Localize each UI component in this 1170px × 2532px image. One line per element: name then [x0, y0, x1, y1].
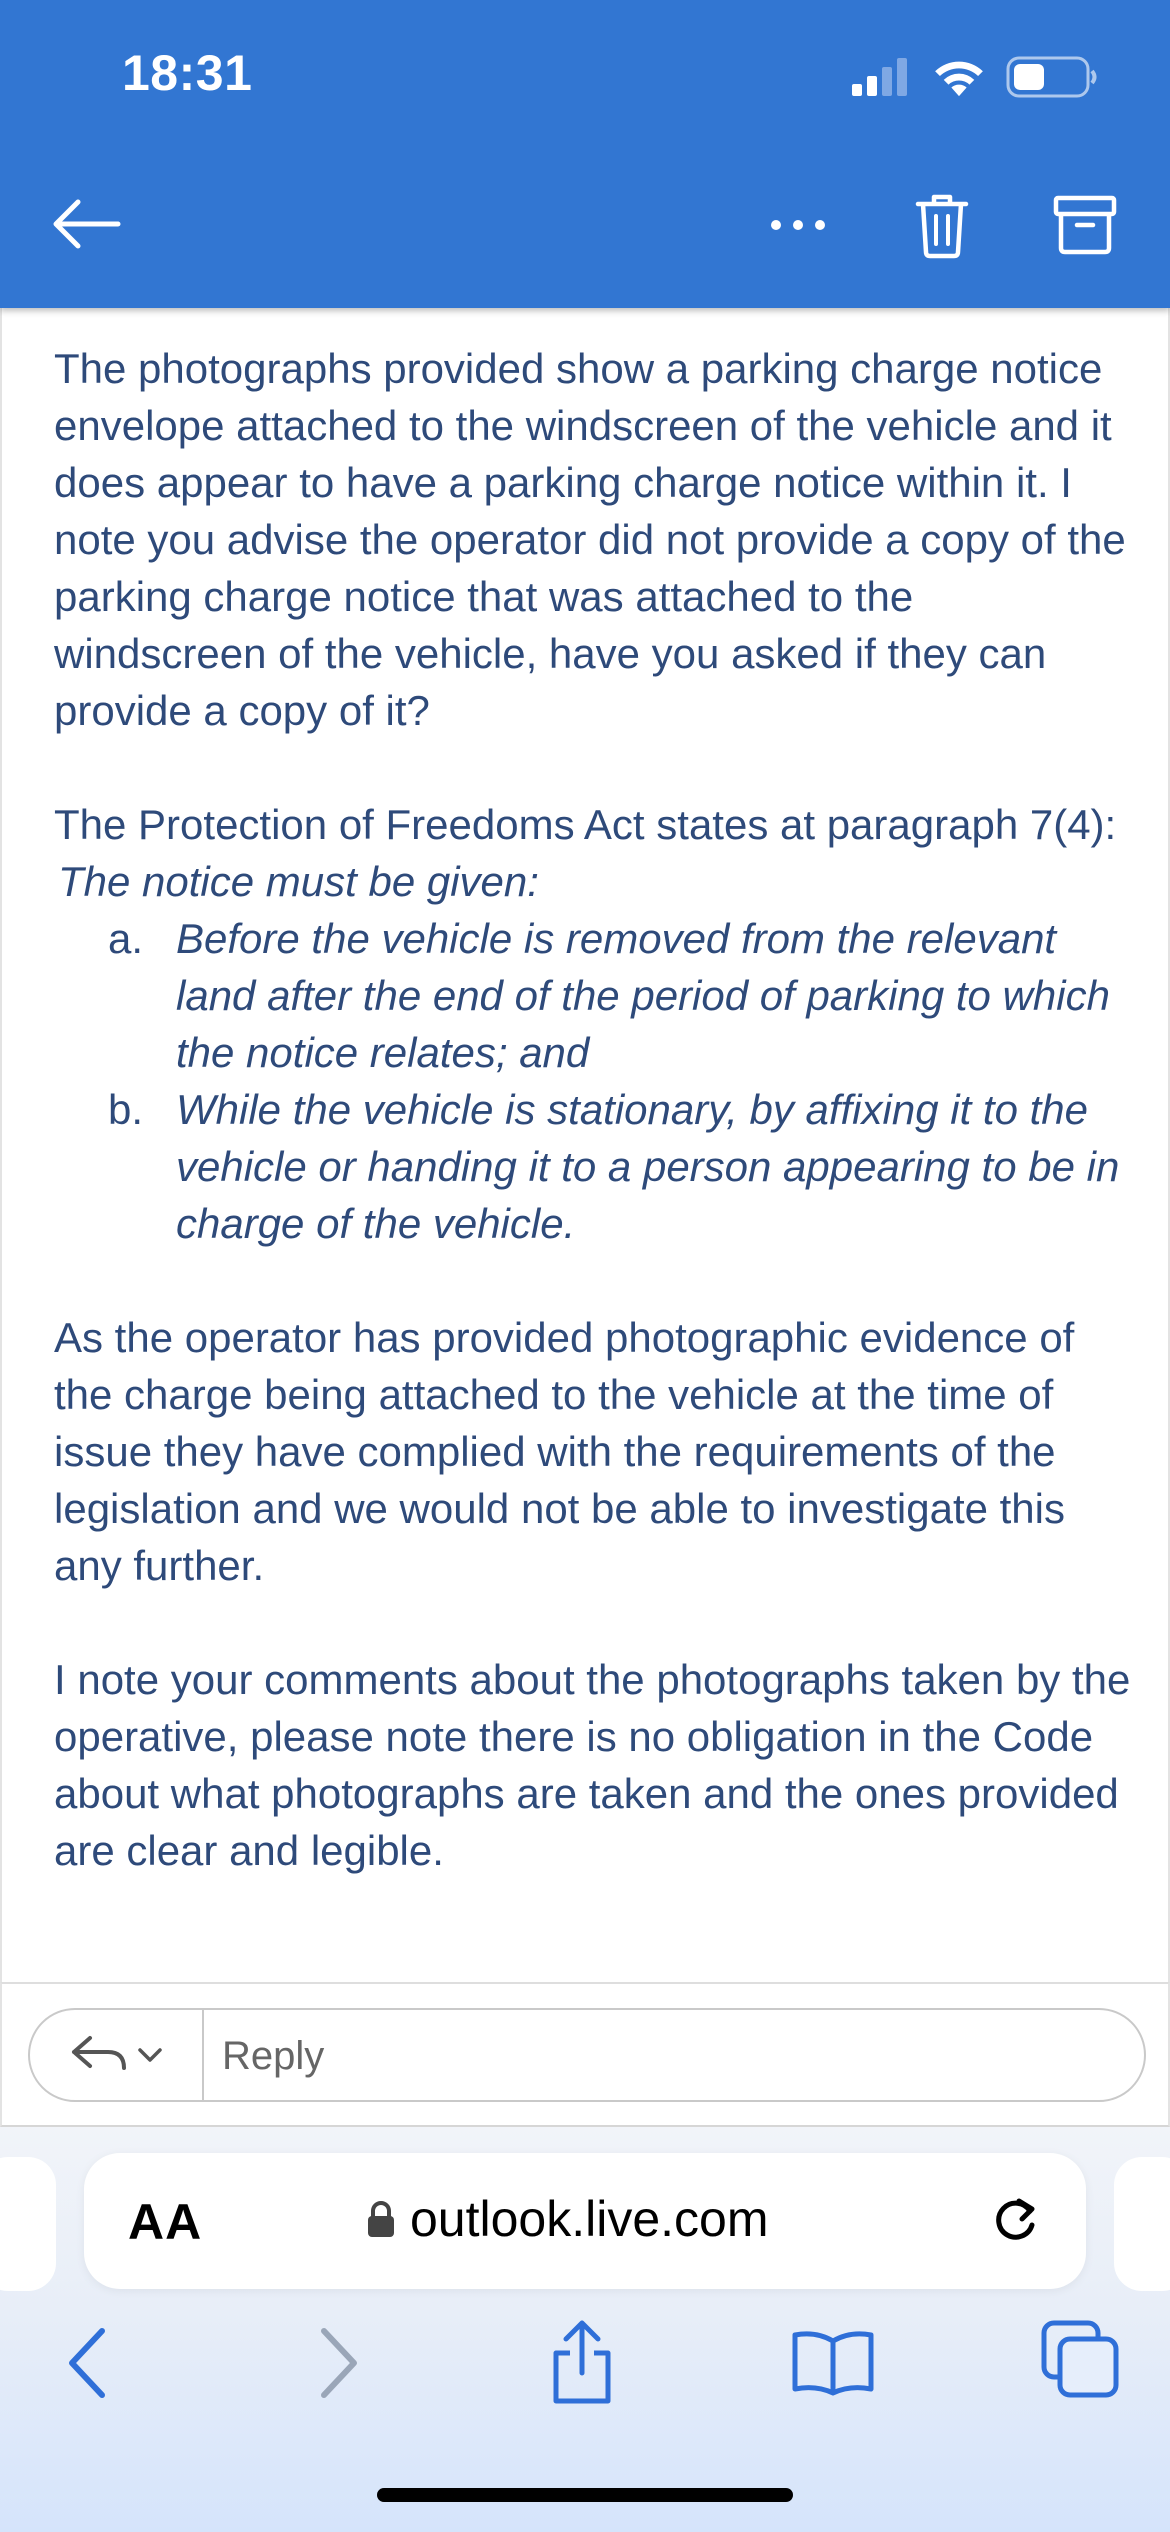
- paragraph-evidence: As the operator has provided photographic evidence of the charge being attached to the vehicle at the time of issue they have complied with the requirements of the legislation and we would not be able to investigate this any further.: [54, 1314, 1075, 1589]
- text-size-button[interactable]: [128, 2193, 202, 2251]
- back-button[interactable]: [48, 194, 122, 254]
- quote-title: The notice must be given:: [58, 858, 539, 905]
- share-icon: [546, 2317, 618, 2407]
- paragraph-photographs: The photographs provided show a parking charge notice envelope attached to the windscreen of the vehicle and it does appear to have a parking charge notice within it. I note you advise the operator did not provide a copy of the parking charge notice that was attached to the windscreen of the vehicle, have you asked if they can provide a copy of it?: [54, 345, 1126, 734]
- browser-forward-button[interactable]: [314, 2325, 364, 2401]
- email-body: [0, 308, 1170, 1982]
- list-marker: a.: [108, 915, 144, 962]
- more-options-button[interactable]: [766, 200, 830, 250]
- share-button[interactable]: [546, 2317, 618, 2407]
- list-item: [54, 1081, 1134, 1252]
- next-tab-peek[interactable]: [1114, 2157, 1170, 2291]
- tabs-icon: [1040, 2319, 1120, 2399]
- reply-options-button[interactable]: [30, 2010, 204, 2100]
- delete-button[interactable]: [912, 190, 972, 260]
- trash-icon: [912, 190, 972, 260]
- arrow-left-icon: [48, 194, 122, 254]
- lock-icon: [366, 2199, 396, 2239]
- tabs-button[interactable]: [1040, 2319, 1120, 2399]
- browser-back-button[interactable]: [62, 2325, 112, 2401]
- bookmarks-button[interactable]: [790, 2327, 876, 2397]
- archive-button[interactable]: [1052, 192, 1118, 258]
- paragraph-comments: I note your comments about the photographs taken by the operative, please note there is no obligation in the Code about what photographs are taken and the ones provided are clear and legible.: [54, 1656, 1131, 1874]
- list-item: [54, 910, 1134, 1081]
- previous-tab-peek[interactable]: [0, 2157, 56, 2291]
- ellipsis-icon: [766, 200, 830, 250]
- quote-list: [54, 910, 1134, 1252]
- text-size-label: AA: [128, 2194, 203, 2250]
- chevron-left-icon: [62, 2325, 112, 2401]
- list-marker: b.: [108, 1086, 144, 1133]
- reload-icon[interactable]: [986, 2189, 1046, 2249]
- status-time: 18:31: [122, 45, 253, 101]
- address-bar[interactable]: [84, 2153, 1086, 2289]
- archive-icon: [1052, 192, 1118, 258]
- email-message: [54, 340, 1134, 1879]
- url-display[interactable]: [366, 2189, 769, 2249]
- app-header: [0, 0, 1170, 308]
- url-text: outlook.live.com: [410, 2191, 769, 2247]
- home-indicator[interactable]: [377, 2488, 793, 2502]
- list-item-text: Before the vehicle is removed from the relevant land after the end of the period of parking to which the notice relates; and: [176, 915, 1110, 1076]
- list-item-text: While the vehicle is stationary, by affixing it to the vehicle or handing it to a person appearing to be in charge of the vehicle.: [176, 1086, 1120, 1247]
- cellular-signal-icon: [850, 58, 910, 96]
- battery-icon: [1006, 56, 1098, 98]
- reply-placeholder: Reply: [222, 2034, 325, 2078]
- chevron-right-icon: [314, 2325, 364, 2401]
- book-icon: [790, 2327, 876, 2397]
- reply-field[interactable]: [28, 2008, 1146, 2102]
- reply-arrow-icon: [66, 2030, 166, 2080]
- reply-bar: [0, 1982, 1170, 2127]
- browser-toolbar: [0, 2127, 1170, 2532]
- wifi-icon: [930, 56, 988, 98]
- paragraph-act-reference: The Protection of Freedoms Act states at paragraph 7(4):: [54, 801, 1117, 848]
